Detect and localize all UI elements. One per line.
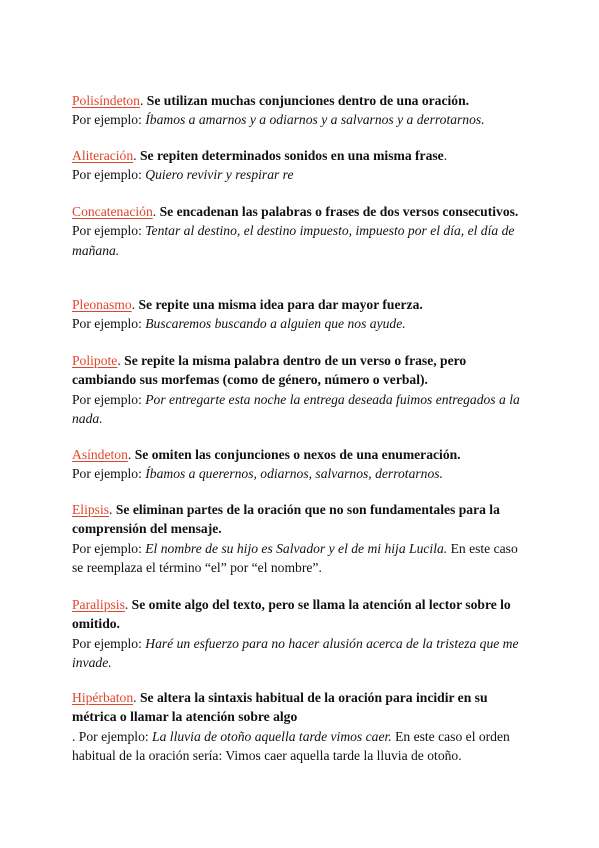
term-link[interactable]: Polipote [72, 353, 118, 368]
term-link[interactable]: Paralipsis [72, 597, 125, 612]
term-link[interactable]: Concatenación [72, 204, 153, 219]
term-link[interactable]: Elipsis [72, 502, 110, 517]
definition-line [72, 595, 532, 634]
term-separator: . [127, 447, 132, 462]
definition-text: Se encadenan las palabras o frases de dos versos consecutivos. [156, 204, 519, 219]
example-text: Tentar al destino, el destino impuesto, impuesto por el día, el día de mañana. [72, 223, 515, 258]
definition-line [72, 146, 532, 165]
term-separator: . [131, 297, 136, 312]
example-text: El nombre de su hijo es Salvador y el de mi hija Lucila. [145, 540, 448, 556]
definition-line [72, 91, 532, 110]
term-separator: . [133, 690, 137, 705]
example-prefix: Por ejemplo: [72, 316, 146, 332]
example-line [72, 314, 532, 333]
example-line [72, 221, 532, 260]
example-text: Por entregarte esta noche la entrega deseada fuimos entregados a la nada. [72, 391, 520, 426]
example-text: Quiero revivir y respirar re [145, 167, 294, 183]
example-line [72, 727, 532, 766]
term-separator: . [139, 93, 144, 108]
example-line [72, 539, 532, 578]
example-text: Íbamos a amarnos y a odiarnos y a salvarnos y a derrotarnos. [145, 112, 485, 128]
term-separator: . [109, 502, 113, 517]
definition-line [72, 500, 532, 539]
definition-line [72, 295, 532, 314]
example-line [72, 464, 532, 483]
entry-polipote [72, 351, 532, 428]
definition-text: Se repite la misma palabra dentro de un verso o frase, pero cambiando sus morfemas (como de género, número o verbal). [72, 353, 467, 388]
definition-text: Se eliminan partes de la oración que no son fundamentales para la comprensión del mensaje. [72, 502, 500, 537]
definition-line [72, 688, 532, 727]
example-text: Haré un esfuerzo para no hacer alusión acerca de la tristeza que me invade. [72, 635, 519, 670]
example-text: Íbamos a querernos, odiarnos, salvarnos, derrotarnos. [145, 466, 443, 482]
definition-text: Se omite algo del texto, pero se llama la atención al lector sobre lo omitido. [72, 597, 511, 632]
definition-tail: . [443, 148, 448, 163]
example-line [72, 390, 532, 429]
example-text: La lluvia de otoño aquella tarde vimos caer. [152, 728, 392, 744]
entry-aliteracion [72, 146, 532, 185]
example-prefix: Por ejemplo: [72, 112, 146, 128]
term-link[interactable]: Asíndeton [72, 447, 128, 462]
example-line [72, 110, 532, 129]
term-separator: . [124, 597, 129, 612]
term-link[interactable]: Hipérbaton [72, 690, 134, 705]
example-prefix: Por ejemplo: [72, 635, 146, 651]
term-link[interactable]: Pleonasmo [72, 297, 132, 312]
example-prefix: Por ejemplo: [72, 540, 146, 556]
example-line [72, 165, 532, 184]
definition-line [72, 445, 532, 464]
definition-line [72, 351, 532, 390]
example-prefix: Por ejemplo: [72, 391, 146, 407]
entry-polisindeton [72, 91, 532, 130]
entry-asindeton [72, 445, 532, 484]
entry-paralipsis [72, 595, 532, 672]
definition-text: Se repite una misma idea para dar mayor fuerza. [135, 297, 423, 312]
definition-text: Se repiten determinados sonidos en una misma frase [136, 148, 444, 163]
term-link[interactable]: Polisíndeton [72, 93, 140, 108]
example-suffix: En este caso se reemplaza el término “el” por “el nombre”. [72, 540, 518, 575]
term-separator: . [152, 204, 157, 219]
definition-text: Se altera la sintaxis habitual de la oración para incidir en su métrica o llamar la atención sobre algo [72, 690, 488, 725]
example-prefix: . Por ejemplo: [72, 728, 153, 744]
definition-text: Se utilizan muchas conjunciones dentro de una oración. [143, 93, 470, 108]
definition-text: Se omiten las conjunciones o nexos de una enumeración. [131, 447, 461, 462]
example-suffix: En este caso el orden habitual de la oración sería: Vimos caer aquella tarde la lluvia de otoño. [72, 728, 510, 763]
entry-pleonasmo [72, 295, 532, 334]
term-link[interactable]: Aliteración [72, 148, 134, 163]
example-prefix: Por ejemplo: [72, 167, 146, 183]
term-separator: . [117, 353, 121, 368]
entry-hiperbaton [72, 688, 532, 765]
example-prefix: Por ejemplo: [72, 223, 146, 239]
example-text: Buscaremos buscando a alguien que nos ayude. [145, 316, 406, 332]
term-separator: . [133, 148, 137, 163]
entry-elipsis [72, 500, 532, 577]
example-prefix: Por ejemplo: [72, 466, 146, 482]
definition-line [72, 202, 532, 221]
entry-concatenacion [72, 202, 532, 260]
example-line [72, 634, 532, 673]
